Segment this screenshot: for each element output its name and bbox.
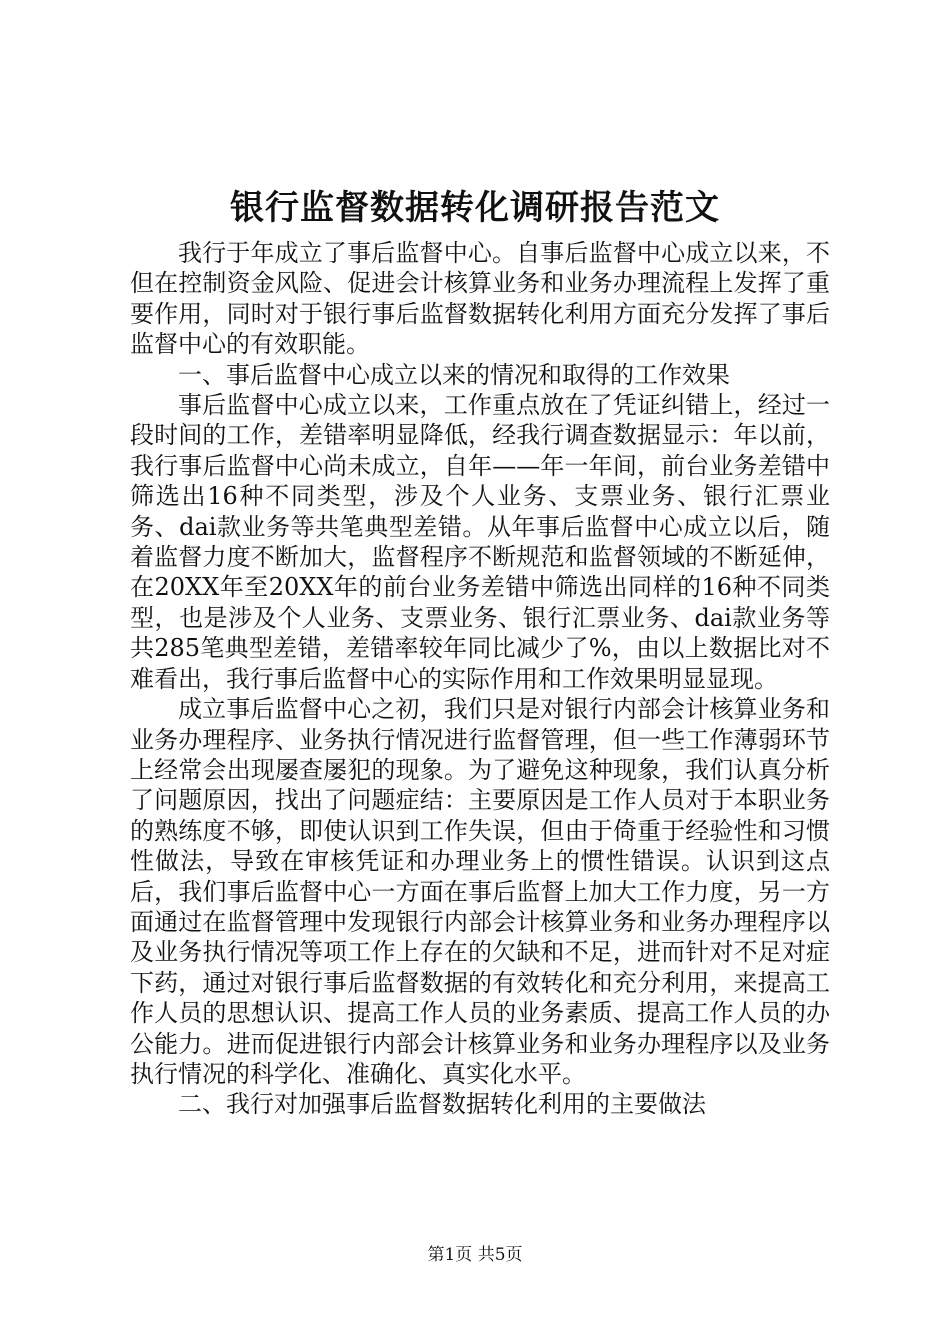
document-title: 银行监督数据转化调研报告范文 <box>230 188 720 228</box>
section-heading-2: 二、我行对加强事后监督数据转化利用的主要做法 <box>178 1090 706 1119</box>
section-heading-1: 一、事后监督中心成立以来的情况和取得的工作效果 <box>178 360 730 389</box>
page-number-footer: 第1页 共5页 <box>427 1245 523 1265</box>
paragraph-results: 事后监督中心成立以来，工作重点放在了凭证纠错上，经过一段时间的工作，差错率明显降低，经我行调查数据显示：年以前，我行事后监督中心尚未成立，自年——年一年间，前台业务差错中筛选出16种不同类型，涉及个人业务、支票业务、银行汇票业务、dai款业务等共笔典型差错。从年事后监督中心成立以后，随着监督力度不断加大，监督程序不断规范和监督领域的不断延伸，在20XX年至20XX年的前台业务差错中筛选出同样的16种不同类型，也是涉及个人业务、支票业务、银行汇票业务、dai款业务等共285笔典型差错，差错率较年同比减少了%，由以上数据比对不难看出，我行事后监督中心的实际作用和工作效果明显显现。 <box>130 391 830 693</box>
paragraph-analysis: 成立事后监督中心之初，我们只是对银行内部会计核算业务和业务办理程序、业务执行情况进行监督管理，但一些工作薄弱环节上经常会出现屡查屡犯的现象。为了避免这种现象，我们认真分析了问题原因，找出了问题症结：主要原因是工作人员对于本职业务的熟练度不够，即使认识到工作失误，但由于倚重于经验性和习惯性做法，导致在审核凭证和办理业务上的惯性错误。认识到这点后，我们事后监督中心一方面在事后监督上加大工作力度，另一方面通过在监督管理中发现银行内部会计核算业务和业务办理程序以及业务执行情况等项工作上存在的欠缺和不足，进而针对不足对症下药，通过对银行事后监督数据的有效转化和充分利用，来提高工作人员的思想认识、提高工作人员的业务素质、提高工作人员的办公能力。进而促进银行内部会计核算业务和业务办理程序以及业务执行情况的科学化、准确化、真实化水平。 <box>130 695 830 1088</box>
document-body <box>130 238 830 1120</box>
paragraph-intro: 我行于年成立了事后监督中心。自事后监督中心成立以来，不但在控制资金风险、促进会计核算业务和业务办理流程上发挥了重要作用，同时对于银行事后监督数据转化利用方面充分发挥了事后监督中心的有效职能。 <box>130 239 830 359</box>
